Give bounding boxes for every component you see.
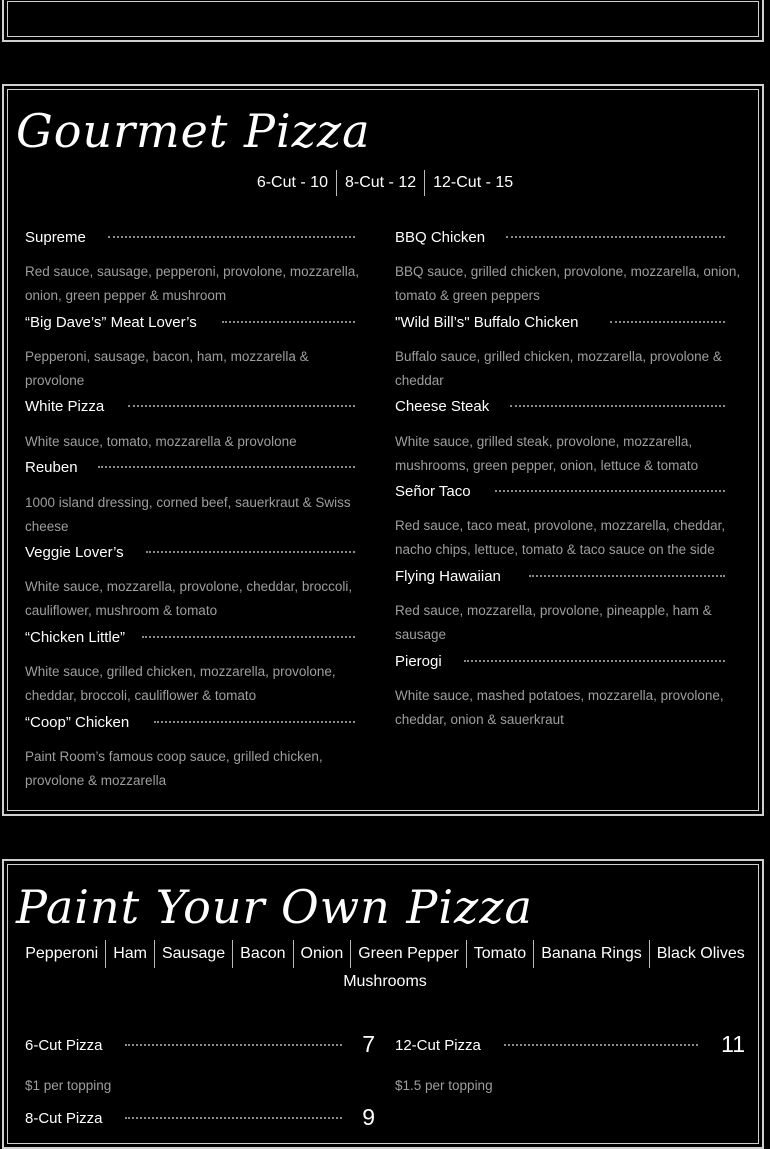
- menu-item-description: BBQ sauce, grilled chicken, provolone, mozzarella, onion, tomato & green peppers: [395, 264, 741, 303]
- menu-item-name: "Wild Bill’s" Buffalo Chicken: [395, 314, 579, 331]
- topping-price-note: $1.5 per topping: [395, 1078, 493, 1093]
- dotted-leader: [128, 405, 355, 407]
- cut-price-8: 8-Cut - 12: [336, 170, 424, 196]
- topping-item: Pepperoni: [25, 945, 99, 962]
- cut-price-6: 6-Cut - 10: [256, 174, 328, 191]
- size-price: 7: [362, 1031, 375, 1057]
- dotted-leader: [510, 405, 725, 407]
- menu-item-description: White sauce, mashed potatoes, mozzarella, provolone, cheddar, onion & sauerkraut: [395, 688, 724, 727]
- gourmet-pizza-title: Gourmet Pizza: [16, 104, 371, 158]
- dotted-leader: [146, 551, 355, 553]
- menu-item-name: BBQ Chicken: [395, 229, 486, 246]
- dotted-leader: [98, 466, 355, 468]
- dotted-leader: [222, 321, 355, 323]
- menu-item-name: Supreme: [25, 229, 86, 246]
- menu-item-name: Flying Hawaiian: [395, 568, 501, 585]
- toppings-list: [0, 940, 770, 968]
- dotted-leader: [610, 321, 725, 323]
- topping-item: Green Pepper: [350, 940, 466, 968]
- menu-item-name: Reuben: [25, 459, 78, 476]
- menu-item-description: Red sauce, taco meat, provolone, mozzarella, cheddar, nacho chips, lettuce, tomato & taco sauce on the side: [395, 518, 726, 557]
- dotted-leader: [142, 636, 355, 638]
- menu-item-description: White sauce, grilled chicken, mozzarella, provolone, cheddar, broccoli, cauliflower & tomato: [25, 664, 336, 703]
- menu-item-description: 1000 island dressing, corned beef, sauerkraut & Swiss cheese: [25, 495, 351, 534]
- topping-price-note: $1 per topping: [25, 1078, 112, 1093]
- gourmet-cut-prices: [0, 170, 770, 196]
- topping-item: Bacon: [232, 940, 292, 968]
- menu-item-description: White sauce, tomato, mozzarella & provolone: [25, 434, 297, 449]
- topping-item: Black Olives: [649, 940, 752, 968]
- menu-item-name: Señor Taco: [395, 483, 471, 500]
- cut-price-12: 12-Cut - 15: [424, 170, 521, 196]
- menu-item-name: Veggie Lover’s: [25, 544, 124, 561]
- dotted-leader: [108, 236, 355, 238]
- menu-item-name: White Pizza: [25, 398, 105, 415]
- dotted-leader: [464, 660, 725, 662]
- menu-item-description: Pepperoni, sausage, bacon, ham, mozzarella & provolone: [25, 349, 309, 388]
- topping-item: Tomato: [466, 940, 533, 968]
- menu-item-description: Buffalo sauce, grilled chicken, mozzarella, provolone & cheddar: [395, 349, 722, 388]
- menu-item-description: Red sauce, mozzarella, provolone, pineapple, ham & sausage: [395, 603, 712, 642]
- dotted-leader: [529, 575, 725, 577]
- menu-item-description: White sauce, mozzarella, provolone, cheddar, broccoli, cauliflower, mushroom & tomato: [25, 579, 353, 618]
- menu-item-name: Pierogi: [395, 653, 442, 670]
- topping-item: Banana Rings: [533, 940, 649, 968]
- topping-item: Sausage: [154, 940, 232, 968]
- menu-item-description: White sauce, grilled steak, provolone, mozzarella, mushrooms, green pepper, onion, lettuce & tomato: [395, 434, 699, 473]
- paint-your-own-title: Paint Your Own Pizza: [16, 880, 533, 934]
- size-price: 11: [721, 1031, 745, 1057]
- menu-item-name: Cheese Steak: [395, 398, 490, 415]
- topping-item: Ham: [105, 940, 154, 968]
- dotted-leader: [506, 236, 725, 238]
- dotted-leader: [125, 1044, 342, 1046]
- size-name: 8-Cut Pizza: [25, 1110, 103, 1127]
- topping-item: Onion: [293, 940, 351, 968]
- menu-item-name: “Chicken Little”: [25, 629, 126, 646]
- dotted-leader: [154, 721, 355, 723]
- size-name: 12-Cut Pizza: [395, 1037, 481, 1054]
- size-price: 9: [362, 1104, 375, 1130]
- menu-item-description: Red sauce, sausage, pepperoni, provolone, mozzarella, onion, green pepper & mushroom: [25, 264, 359, 303]
- dotted-leader: [125, 1117, 342, 1119]
- topping-item: Mushrooms: [343, 973, 427, 990]
- size-name: 6-Cut Pizza: [25, 1037, 103, 1054]
- menu-item-description: Paint Room’s famous coop sauce, grilled chicken, provolone & mozzarella: [25, 749, 323, 788]
- dotted-leader: [495, 490, 725, 492]
- previous-section-panel: [2, 0, 764, 42]
- menu-item-name: “Big Dave’s” Meat Lover’s: [25, 314, 197, 331]
- menu-item-name: “Coop” Chicken: [25, 714, 130, 731]
- dotted-leader: [504, 1044, 698, 1046]
